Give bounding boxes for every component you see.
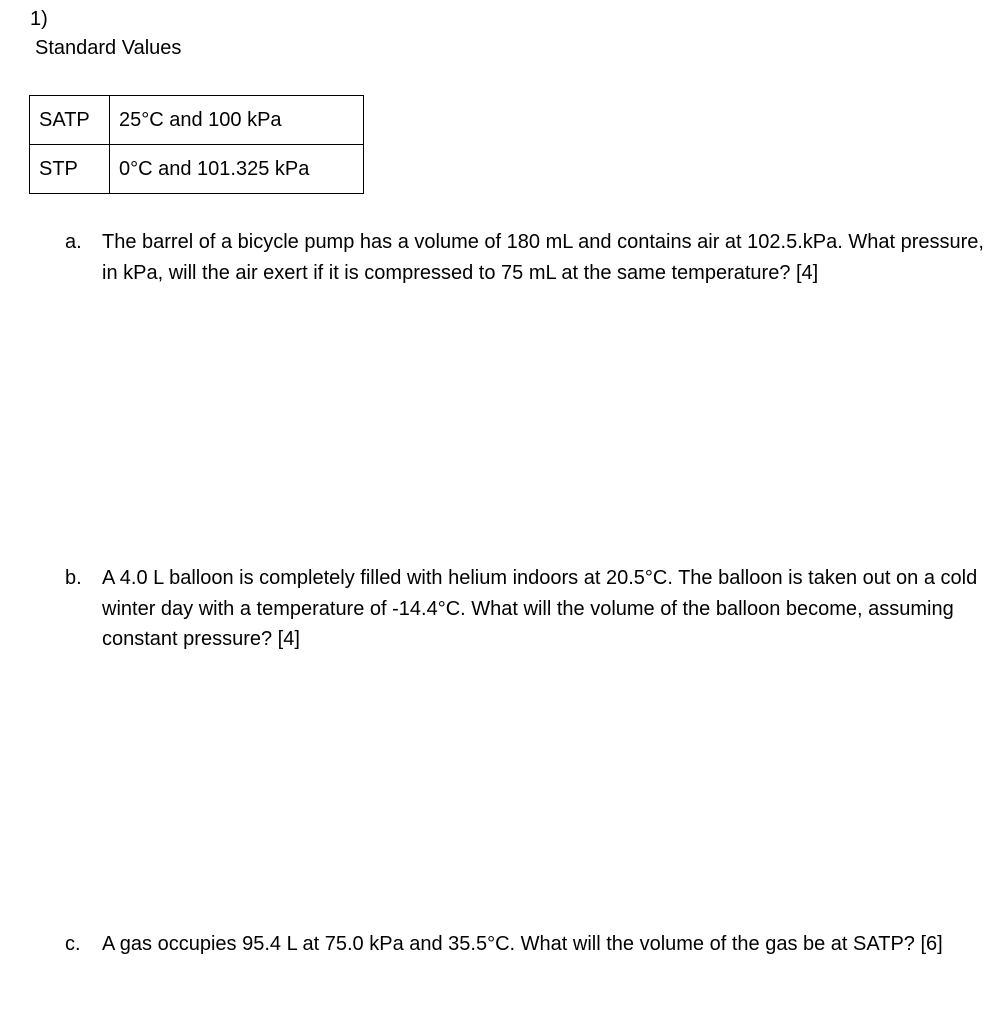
table-row bbox=[30, 96, 364, 145]
question-marker: b. bbox=[65, 567, 82, 589]
question-text: A 4.0 L balloon is completely filled with helium indoors at 20.5°C. The balloon is taken out on a cold winter day with a temperature of -14.4°C. What will the volume of the balloon become, assuming constant pressure? [4] bbox=[102, 567, 978, 650]
question-text: A gas occupies 95.4 L at 75.0 kPa and 35.5°C. What will the volume of the gas be at SATP? [6] bbox=[102, 933, 943, 955]
question-number: 1) bbox=[30, 8, 48, 30]
table-row bbox=[30, 145, 364, 194]
condition-value-cell: 25°C and 100 kPa bbox=[110, 96, 364, 145]
condition-name-cell: STP bbox=[30, 145, 110, 194]
question-b bbox=[65, 563, 990, 655]
question-text: The barrel of a bicycle pump has a volume of 180 mL and contains air at 102.5.kPa. What pressure, in kPa, will the air exert if it is compressed to 75 mL at the same temperature? [4] bbox=[102, 231, 984, 284]
condition-value-cell: 0°C and 101.325 kPa bbox=[110, 145, 364, 194]
condition-name-cell: SATP bbox=[30, 96, 110, 145]
page-heading: Standard Values bbox=[35, 37, 182, 59]
question-a bbox=[65, 227, 990, 288]
question-c bbox=[65, 929, 990, 960]
standard-values-table bbox=[29, 95, 364, 194]
question-marker: a. bbox=[65, 231, 82, 253]
question-marker: c. bbox=[65, 933, 81, 955]
